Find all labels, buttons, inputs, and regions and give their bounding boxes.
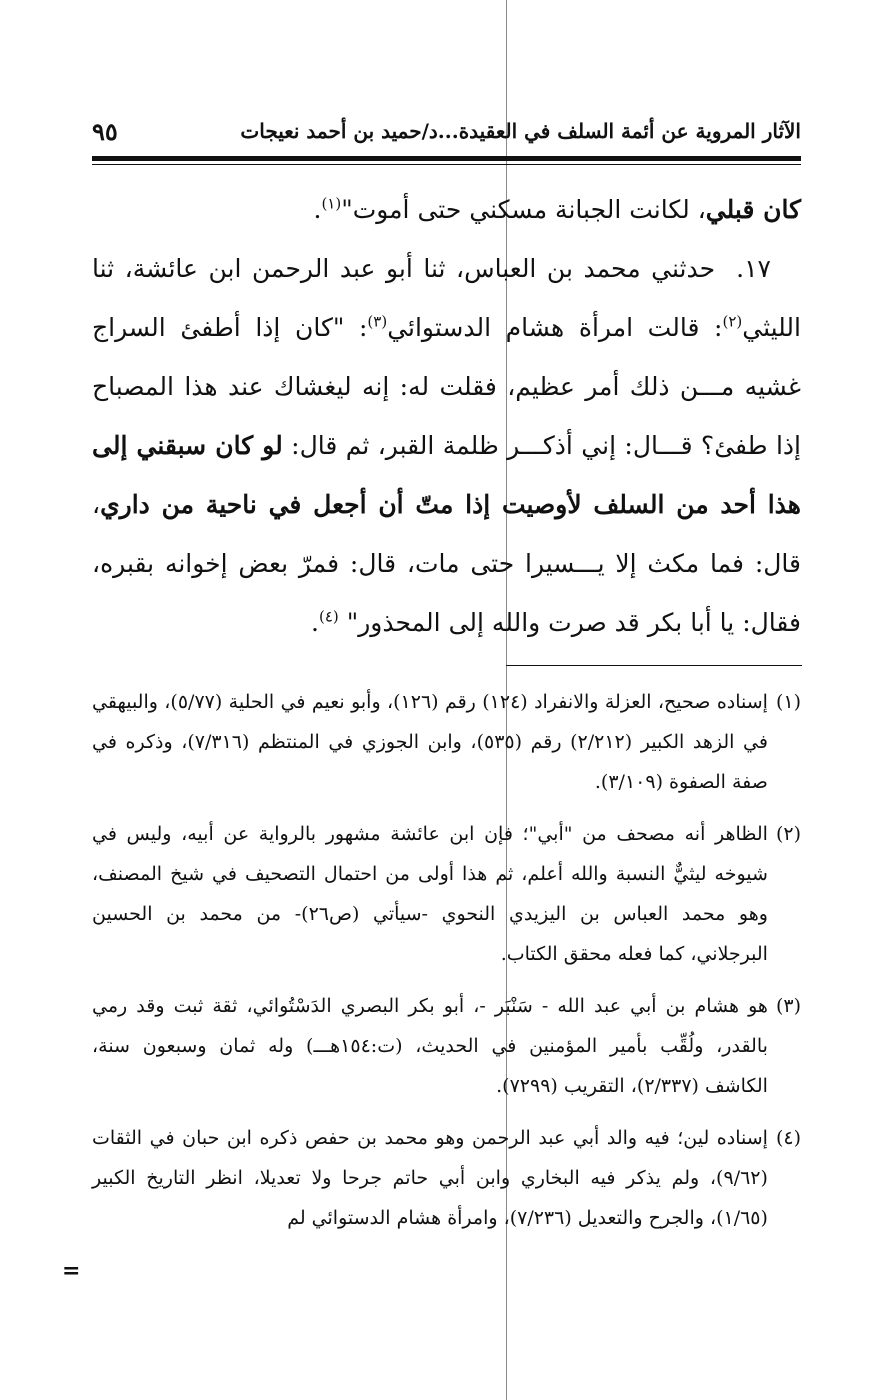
text-run-4: ، قال: فما مكث إلا يـــسيرا حتى مات، قال: فمرّ بعض إخوانه بقبره، فقال: يا أبا بكر قد صرت والله إلى المحذور"	[92, 490, 801, 637]
footnote-4	[92, 1118, 801, 1238]
paragraph-17	[92, 239, 801, 652]
footnote-ref-3: (٣)	[367, 312, 388, 331]
text-run-3: : "كان إذا أطفئ السراج غشيه مـــن ذلك أمر عظيم، فقلت له: إنه ليغشاك عند هذا المصباح إذا طفئ؟ قـــال: إني أذكـــر ظلمة القبر، ثم قال:	[92, 313, 801, 460]
footnotes	[92, 682, 801, 1250]
entry-number: ١٧.	[736, 254, 771, 283]
footnote-text: إسناده لين؛ فيه والد أبي عبد الرحمن وهو محمد بن حفص ذكره ابن حبان في الثقات (٩/٦٢)، ولم يذكر فيه البخاري وابن أبي حاتم جرحا ولا تعديلا، انظر التاريخ الكبير (١/٦٥)، والجرح والتعديل (٧/٢٣٦)، وامرأة هشام الدستوائي لم	[92, 1127, 768, 1229]
paragraph-1	[92, 180, 801, 239]
footnote-separator	[506, 665, 802, 666]
footnote-text: الظاهر أنه مصحف من "أبي"؛ فإن ابن عائشة مشهور بالرواية عن أبيه، وليس في شيوخه ليثيٌّ النسبة والله أعلم، ثم هذا أولى من احتمال التصحيف في شيخ المصنف، وهو محمد العباس بن اليزيدي النحوي -سيأتي (ص٢٦)- من محمد بن الحسين البرجلاني، كما فعله محقق الكتاب.	[92, 823, 768, 965]
header-rule-thin	[92, 164, 801, 165]
text-run-2: : قالت امرأة هشام الدستوائي	[387, 313, 723, 342]
footnote-ref-1: (١)	[321, 194, 342, 213]
header-rule-thick	[92, 156, 801, 161]
footnote-3	[92, 986, 801, 1106]
footnote-number: (١)	[775, 691, 801, 713]
page-header	[92, 113, 801, 149]
footnote-1	[92, 682, 801, 802]
footnote-number: (٤)	[775, 1127, 801, 1149]
main-text	[92, 180, 801, 652]
bold-lead: كان قبلي	[705, 195, 801, 224]
footnote-number: (٣)	[775, 995, 801, 1017]
page-number: ٩٥	[92, 116, 118, 146]
footnote-ref-4: (٤)	[318, 607, 339, 626]
running-title: الآثار المروية عن أئمة السلف في العقيدة...د/حميد بن أحمد نعيجات	[240, 119, 801, 143]
footnote-2	[92, 814, 801, 974]
footnote-ref-2: (٢)	[722, 312, 743, 331]
paragraph-1-end: .	[313, 195, 322, 224]
paragraph-17-end: .	[311, 608, 319, 637]
text-run-1: حدثني محمد بن العباس، ثنا أبو عبد الرحمن ابن عائشة، ثنا الليثي	[92, 254, 801, 342]
continuation-mark: =	[62, 1258, 81, 1284]
footnote-text: هو هشام بن أبي عبد الله - سَنْبَر -، أبو بكر البصري الدَسْتُوائي، ثقة ثبت وقد رمي بالقدر، ولُقِّب بأمير المؤمنين في الحديث، (ت:١٥٤هـــ) وله ثمان وسبعون سنة، الكاشف (٢/٣٣٧)، التقريب (٧٢٩٩).	[92, 995, 768, 1097]
footnote-text: إسناده صحيح، العزلة والانفراد (١٢٤) رقم (١٢٦)، وأبو نعيم في الحلية (٥/٧٧)، والبيهقي في الزهد الكبير (٢/٢١٢) رقم (٥٣٥)، وابن الجوزي في المنتظم (٧/٣١٦)، وذكره في صفة الصفوة (٣/١٠٩).	[92, 691, 768, 793]
paragraph-1-text: ، لكانت الجبانة مسكني حتى أموت"	[341, 195, 706, 224]
bold-quote: لو كان سبقني إلى هذا أحد من السلف لأوصيت إذا متّ أن أجعل في ناحية من داري	[92, 431, 801, 519]
footnote-number: (٢)	[775, 823, 801, 845]
